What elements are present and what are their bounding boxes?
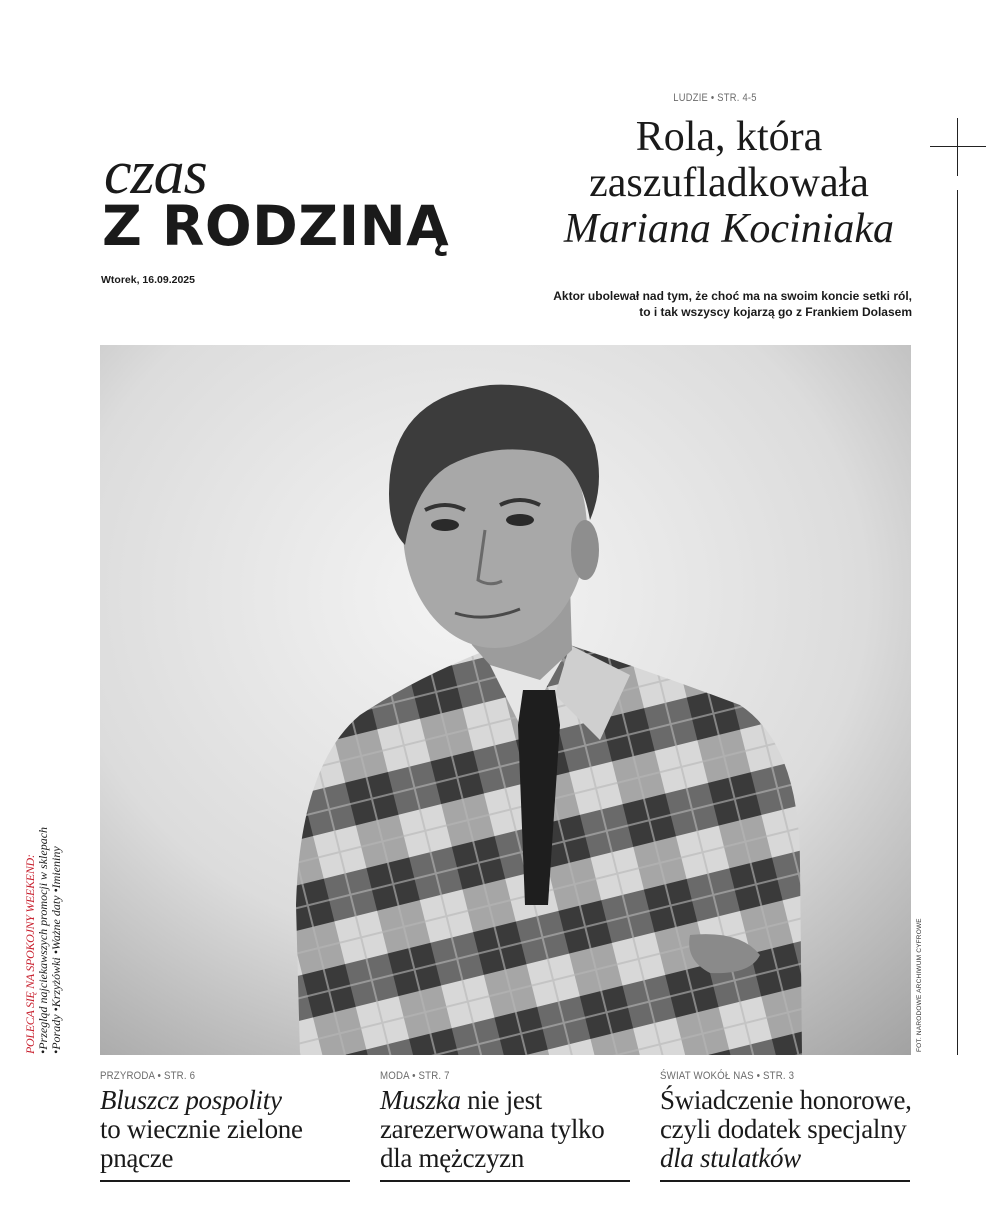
weekend-line1: •Przegląd najciekawszych promocji w sklepach <box>36 826 50 1054</box>
teaser-rule <box>100 1180 350 1182</box>
teaser-kicker: PRZYRODA • STR. 6 <box>100 1070 196 1082</box>
teaser-headline-rest: Świadczenie honorowe, czyli dodatek specjalny <box>660 1085 912 1144</box>
masthead-script: czas <box>104 139 207 207</box>
teaser-fashion[interactable] <box>380 1070 632 1173</box>
cover-photo <box>100 345 911 1055</box>
lead-subtitle <box>500 288 912 320</box>
right-margin-rule <box>957 190 958 1055</box>
teaser-headline-italic: Bluszcz pospolity <box>100 1085 282 1115</box>
lead-subtitle-line1: Aktor ubolewał nad tym, że choć ma na swoim koncie setki ról, <box>553 289 912 303</box>
lead-subtitle-line2: to i tak wszyscy kojarzą go z Frankiem Dolasem <box>639 305 912 319</box>
masthead-title: Z RODZINĄ <box>102 194 450 258</box>
teaser-nature[interactable] <box>100 1070 352 1173</box>
teaser-headline <box>380 1086 632 1173</box>
teaser-rule <box>380 1180 630 1182</box>
teaser-kicker: ŚWIAT WOKÓŁ NAS • STR. 3 <box>660 1070 795 1082</box>
photo-credit: FOT. NARODOWE ARCHIWUM CYFROWE <box>916 918 923 1052</box>
lead-headline-line2: zaszufladkowała <box>589 160 869 206</box>
teaser-headline-rest: nie jest zarezerwowana tylko dla mężczyzn <box>380 1085 605 1173</box>
weekend-recommendation <box>24 822 63 1054</box>
teaser-headline-italic: Muszka <box>380 1085 461 1115</box>
teaser-headline-rest: to wiecznie zielone pnącze <box>100 1114 303 1173</box>
lead-headline-line1: Rola, która <box>635 114 823 160</box>
issue-date: Wtorek, 16.09.2025 <box>101 274 195 286</box>
teaser-world[interactable] <box>660 1070 912 1173</box>
teaser-kicker: MODA • STR. 7 <box>380 1070 450 1082</box>
teaser-headline <box>100 1086 352 1173</box>
lead-headline[interactable] <box>548 114 910 252</box>
teaser-headline <box>660 1086 912 1173</box>
lead-headline-line3: Mariana Kociniaka <box>563 206 895 252</box>
crop-mark-horizontal <box>930 146 986 147</box>
teaser-rule <box>660 1180 910 1182</box>
weekend-heading: POLECA SIĘ NA SPOKOJNY WEEKEND: <box>23 854 37 1054</box>
lead-kicker[interactable]: LUDZIE • STR. 4-5 <box>673 92 757 104</box>
teaser-headline-italic: dla stulatków <box>660 1143 801 1173</box>
weekend-line2: •Porady •Krzyżówki •Ważne daty •Imieniny <box>49 846 63 1054</box>
crop-mark-vertical <box>957 118 958 176</box>
